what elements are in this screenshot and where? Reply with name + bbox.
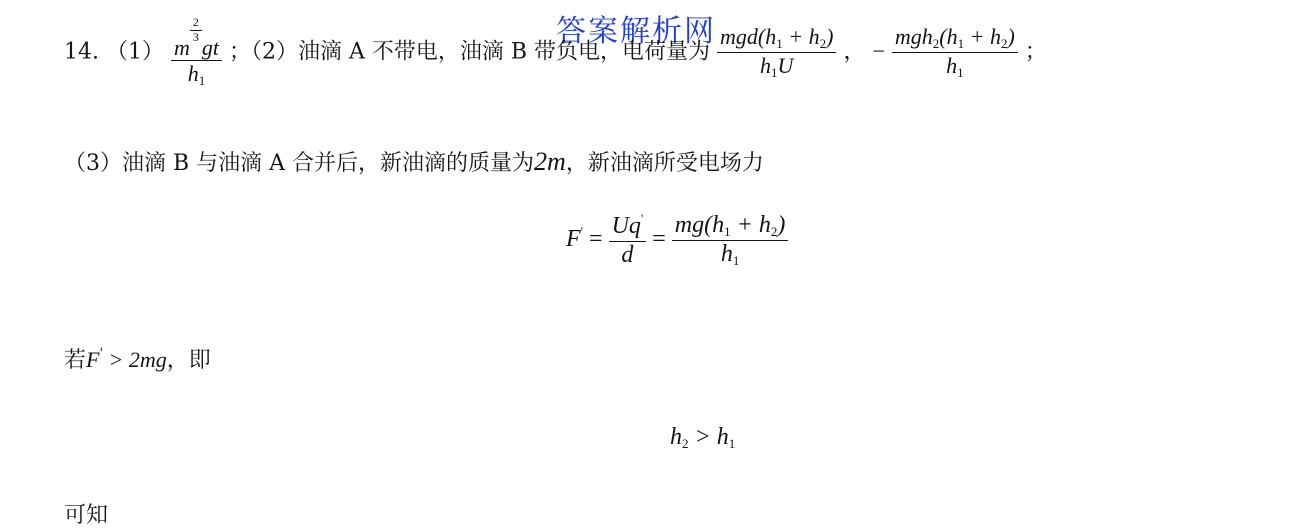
fraction-numerator <box>171 16 222 61</box>
subscript: 1 <box>776 36 783 52</box>
subscript: 2 <box>819 36 827 52</box>
conclusion-text: 可知 <box>64 503 109 528</box>
watermark-text: 答案解析网 <box>556 14 716 49</box>
semicolon: ； <box>1024 39 1047 65</box>
condition-suffix: ，即 <box>166 348 211 373</box>
subscript: 2 <box>932 36 940 52</box>
prime-mark: ' <box>99 346 104 361</box>
math-text: > h <box>688 424 729 450</box>
exponent-denominator: 3 <box>192 29 199 44</box>
fraction-denominator <box>672 241 789 269</box>
math-text: mgh <box>894 24 933 50</box>
subscript: 2 <box>682 436 689 451</box>
subscript: 2 <box>1000 36 1008 52</box>
math-text: h <box>187 61 199 87</box>
comma: ， <box>843 39 866 65</box>
math-text: h <box>946 53 958 79</box>
math-text: > 2mg <box>103 347 167 372</box>
math-text: Uq <box>611 213 641 239</box>
math-text: mgd(h <box>720 24 777 50</box>
math-text: + h <box>782 24 820 50</box>
part-3-text-b: ，新油滴所受电场力 <box>565 151 764 176</box>
subscript: 1 <box>728 436 736 451</box>
math-text: gt <box>201 34 220 60</box>
force-fraction-2 <box>672 212 789 269</box>
math-text: ) <box>1007 24 1015 50</box>
minus-sign: − <box>872 38 885 64</box>
part-3-line <box>64 146 764 177</box>
exponent-fraction <box>190 16 202 45</box>
fraction-numerator <box>892 24 1018 53</box>
height-inequality <box>670 424 735 452</box>
equals-sign: = <box>646 226 672 253</box>
subscript: 1 <box>198 73 206 89</box>
condition-prefix: 若 <box>64 348 87 373</box>
prime-mark: ' <box>640 211 644 226</box>
math-text: U <box>777 53 794 79</box>
part-3-text-a: （3）油滴 B 与油滴 A 合并后，新油滴的质量为 <box>64 151 535 176</box>
fraction-numerator <box>609 212 647 242</box>
mass-value: 2m <box>534 147 566 176</box>
exponent-numerator: 2 <box>190 16 202 31</box>
fraction-numerator <box>672 212 789 241</box>
math-text: h <box>720 241 733 268</box>
subscript: 1 <box>771 65 778 81</box>
part-2-text: ；（2）油滴 A 不带电，油滴 B 带负电，电荷量为 <box>229 39 711 65</box>
force-fraction-1 <box>609 212 647 269</box>
fraction-numerator <box>717 24 836 53</box>
fraction-denominator: d <box>621 241 634 268</box>
math-text: mg(h <box>674 212 725 239</box>
math-text: F <box>86 347 100 372</box>
answer-1-fraction <box>171 16 222 89</box>
equals-sign: = <box>583 226 609 253</box>
math-text: h <box>670 424 682 450</box>
force-equation <box>566 212 788 269</box>
subscript: 2 <box>770 224 778 240</box>
math-text: m <box>174 34 190 60</box>
energy-fraction <box>892 24 1018 81</box>
math-text: + h <box>964 24 1001 50</box>
math-text: ) <box>826 24 834 50</box>
subscript: 1 <box>957 36 965 52</box>
part-1-label: （1） <box>106 39 164 65</box>
subscript: 1 <box>957 65 964 81</box>
subscript: 1 <box>732 253 740 269</box>
fraction-denominator <box>892 53 1018 81</box>
math-text: h <box>760 53 772 79</box>
prime-mark: ' <box>580 224 584 240</box>
condition-line <box>64 343 211 374</box>
fraction-denominator <box>717 53 836 81</box>
math-text: (h <box>939 24 958 50</box>
math-text: F <box>566 226 581 253</box>
question-14-line <box>64 16 1047 89</box>
fraction-denominator <box>171 61 222 89</box>
subscript: 1 <box>724 224 731 240</box>
charge-fraction <box>717 24 836 81</box>
math-text: ) <box>777 212 786 239</box>
question-number: 14. <box>64 39 99 65</box>
math-text: + h <box>730 212 771 239</box>
